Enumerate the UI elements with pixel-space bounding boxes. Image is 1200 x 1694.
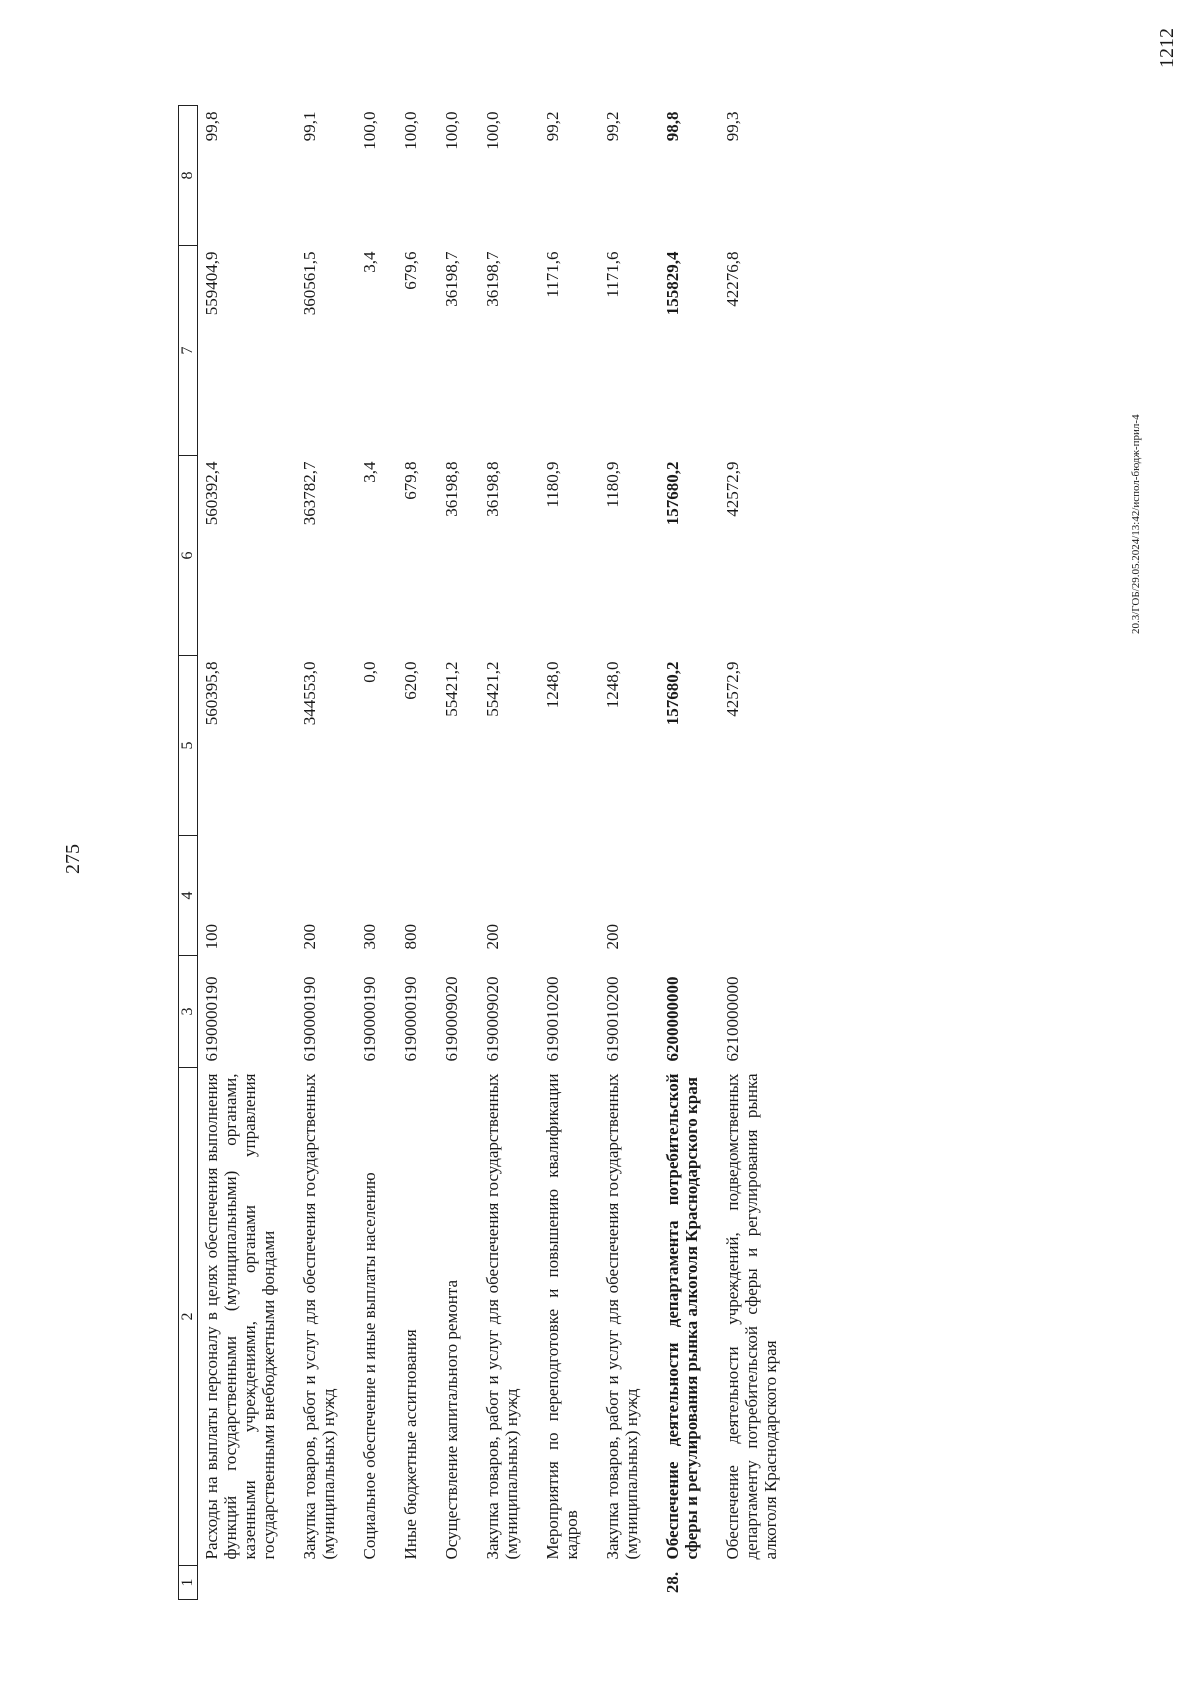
row-expense-type bbox=[438, 836, 465, 956]
row-spacer bbox=[784, 106, 798, 1600]
row-description: Мероприятия по переподготовке и повышению квалификации кадров bbox=[543, 1073, 581, 1560]
row-value-5: 157680,2 bbox=[663, 661, 682, 726]
row-value-6: 42572,9 bbox=[723, 461, 742, 517]
table-row bbox=[397, 106, 424, 1600]
row-spacer-cell bbox=[465, 106, 479, 1600]
row-number bbox=[438, 1566, 465, 1600]
row-value-5: 620,0 bbox=[401, 661, 420, 700]
row-spacer bbox=[525, 106, 539, 1600]
row-value-8: 99,8 bbox=[202, 111, 221, 142]
row-value-5: 55421,2 bbox=[442, 661, 461, 717]
row-description: Социальное обеспечение и иные выплаты населению bbox=[360, 1172, 379, 1560]
row-value-7: 679,6 bbox=[401, 251, 420, 290]
row-value-5: 1248,0 bbox=[543, 661, 562, 709]
row-description: Иные бюджетные ассигнования bbox=[401, 1329, 420, 1560]
row-value-5: 42572,9 bbox=[723, 661, 742, 717]
row-expense-type bbox=[719, 836, 784, 956]
row-number bbox=[198, 1566, 283, 1600]
budget-table bbox=[178, 105, 798, 1600]
footer-stamp: 20.3/ГОБ/29.05.2024/13:42/испол-бюдж-прил-4 bbox=[1130, 414, 1142, 634]
row-value-8: 100,0 bbox=[360, 111, 379, 150]
row-value-8: 100,0 bbox=[442, 111, 461, 150]
page-number: 275 bbox=[62, 844, 84, 874]
row-expense-type: 200 bbox=[483, 924, 502, 950]
row-spacer-cell bbox=[424, 106, 438, 1600]
row-value-6: 36198,8 bbox=[483, 461, 502, 517]
row-code: 6190009020 bbox=[483, 976, 502, 1062]
table-row bbox=[296, 106, 342, 1600]
row-value-6: 1180,9 bbox=[603, 461, 622, 508]
row-value-8: 99,2 bbox=[543, 111, 562, 142]
row-value-6: 679,8 bbox=[401, 461, 420, 500]
row-expense-type: 300 bbox=[360, 924, 379, 950]
row-expense-type: 100 bbox=[202, 924, 221, 950]
row-value-7: 360561,5 bbox=[300, 251, 319, 316]
row-number bbox=[397, 1566, 424, 1600]
header-col-4: 4 bbox=[179, 836, 198, 956]
table-body bbox=[198, 106, 799, 1600]
table-header bbox=[179, 106, 198, 1600]
header-col-1: 1 bbox=[179, 1566, 198, 1600]
row-value-8: 99,2 bbox=[603, 111, 622, 142]
row-spacer bbox=[645, 106, 659, 1600]
row-value-5: 344553,0 bbox=[300, 661, 319, 726]
row-code: 6190010200 bbox=[603, 976, 622, 1062]
row-code: 6210000000 bbox=[723, 976, 742, 1062]
table-row bbox=[479, 106, 525, 1600]
row-spacer bbox=[705, 106, 719, 1600]
row-number bbox=[356, 1566, 383, 1600]
header-col-2: 2 bbox=[179, 1068, 198, 1566]
row-spacer-cell bbox=[525, 106, 539, 1600]
row-number bbox=[719, 1566, 784, 1600]
row-value-7: 559404,9 bbox=[202, 251, 221, 316]
row-value-5: 0,0 bbox=[360, 661, 379, 683]
row-spacer bbox=[585, 106, 599, 1600]
row-value-7: 36198,7 bbox=[442, 251, 461, 307]
row-code: 6190000190 bbox=[360, 976, 379, 1062]
row-code: 6190000190 bbox=[300, 976, 319, 1062]
row-value-7: 3,4 bbox=[360, 251, 379, 273]
row-spacer bbox=[424, 106, 438, 1600]
row-value-6: 36198,8 bbox=[442, 461, 461, 517]
row-spacer-cell bbox=[342, 106, 356, 1600]
table-row bbox=[198, 106, 283, 1600]
row-value-6: 3,4 bbox=[360, 461, 379, 483]
row-spacer bbox=[342, 106, 356, 1600]
table-row bbox=[438, 106, 465, 1600]
row-number bbox=[479, 1566, 525, 1600]
row-value-8: 99,1 bbox=[300, 111, 319, 142]
row-number bbox=[539, 1566, 585, 1600]
row-description: Закупка товаров, работ и услуг для обеспечения государственных (муниципальных) нужд bbox=[300, 1073, 338, 1560]
row-description: Обеспечение деятельности департамента потребительской сферы и регулирования рынка алкоголя Краснодарского края bbox=[663, 1073, 701, 1560]
row-value-7: 42276,8 bbox=[723, 251, 742, 307]
row-code: 6190010200 bbox=[543, 976, 562, 1062]
row-spacer-cell bbox=[784, 106, 798, 1600]
row-value-6: 560392,4 bbox=[202, 461, 221, 526]
row-value-7: 155829,4 bbox=[663, 251, 682, 316]
row-value-5: 560395,8 bbox=[202, 661, 221, 726]
row-description: Закупка товаров, работ и услуг для обеспечения государственных (муниципальных) нужд bbox=[483, 1073, 521, 1560]
row-expense-type bbox=[539, 836, 585, 956]
table-row bbox=[599, 106, 645, 1600]
row-number bbox=[296, 1566, 342, 1600]
row-expense-type: 200 bbox=[603, 924, 622, 950]
row-value-6: 157680,2 bbox=[663, 461, 682, 526]
row-number: 28. bbox=[663, 1571, 682, 1594]
row-value-6: 363782,7 bbox=[300, 461, 319, 526]
row-spacer-cell bbox=[705, 106, 719, 1600]
row-spacer bbox=[282, 106, 296, 1600]
row-description: Обеспечение деятельности учреждений, подведомственных департаменту потребительской сферы и регулирования рынка алкоголя Краснодарского края bbox=[723, 1073, 780, 1560]
row-spacer-cell bbox=[383, 106, 397, 1600]
row-code: 6190000190 bbox=[401, 976, 420, 1062]
row-spacer bbox=[465, 106, 479, 1600]
row-description: Закупка товаров, работ и услуг для обеспечения государственных (муниципальных) нужд bbox=[603, 1073, 641, 1560]
row-expense-type: 800 bbox=[401, 924, 420, 950]
row-expense-type bbox=[659, 836, 705, 956]
row-spacer-cell bbox=[282, 106, 296, 1600]
row-description: Осуществление капитального ремонта bbox=[442, 1279, 461, 1560]
header-col-3: 3 bbox=[179, 956, 198, 1068]
row-value-7: 36198,7 bbox=[483, 251, 502, 307]
header-col-5: 5 bbox=[179, 656, 198, 836]
header-row bbox=[179, 106, 198, 1600]
header-col-7: 7 bbox=[179, 246, 198, 456]
row-value-5: 1248,0 bbox=[603, 661, 622, 709]
row-value-8: 100,0 bbox=[401, 111, 420, 150]
row-value-7: 1171,6 bbox=[543, 251, 562, 298]
table-row bbox=[719, 106, 784, 1600]
row-value-5: 55421,2 bbox=[483, 661, 502, 717]
row-value-8: 99,3 bbox=[723, 111, 742, 142]
row-code: 6190000190 bbox=[202, 976, 221, 1062]
row-spacer-cell bbox=[645, 106, 659, 1600]
table-row bbox=[356, 106, 383, 1600]
row-description: Расходы на выплаты персоналу в целях обеспечения выполнения функций государственными (муниципальными) органами, казенными учреждениями, органами управления государственными внебюджетными фондами bbox=[202, 1073, 278, 1560]
header-col-6: 6 bbox=[179, 456, 198, 656]
row-code: 6190009020 bbox=[442, 976, 461, 1062]
row-code: 6200000000 bbox=[663, 976, 682, 1062]
row-value-8: 100,0 bbox=[483, 111, 502, 150]
row-number bbox=[599, 1566, 645, 1600]
row-value-8: 98,8 bbox=[663, 111, 682, 142]
sheet-number: 1212 bbox=[1156, 28, 1178, 68]
row-value-6: 1180,9 bbox=[543, 461, 562, 508]
row-expense-type: 200 bbox=[300, 924, 319, 950]
row-spacer-cell bbox=[585, 106, 599, 1600]
table-row bbox=[659, 106, 705, 1600]
row-value-7: 1171,6 bbox=[603, 251, 622, 298]
header-col-8: 8 bbox=[179, 106, 198, 246]
table-row bbox=[539, 106, 585, 1600]
row-spacer bbox=[383, 106, 397, 1600]
